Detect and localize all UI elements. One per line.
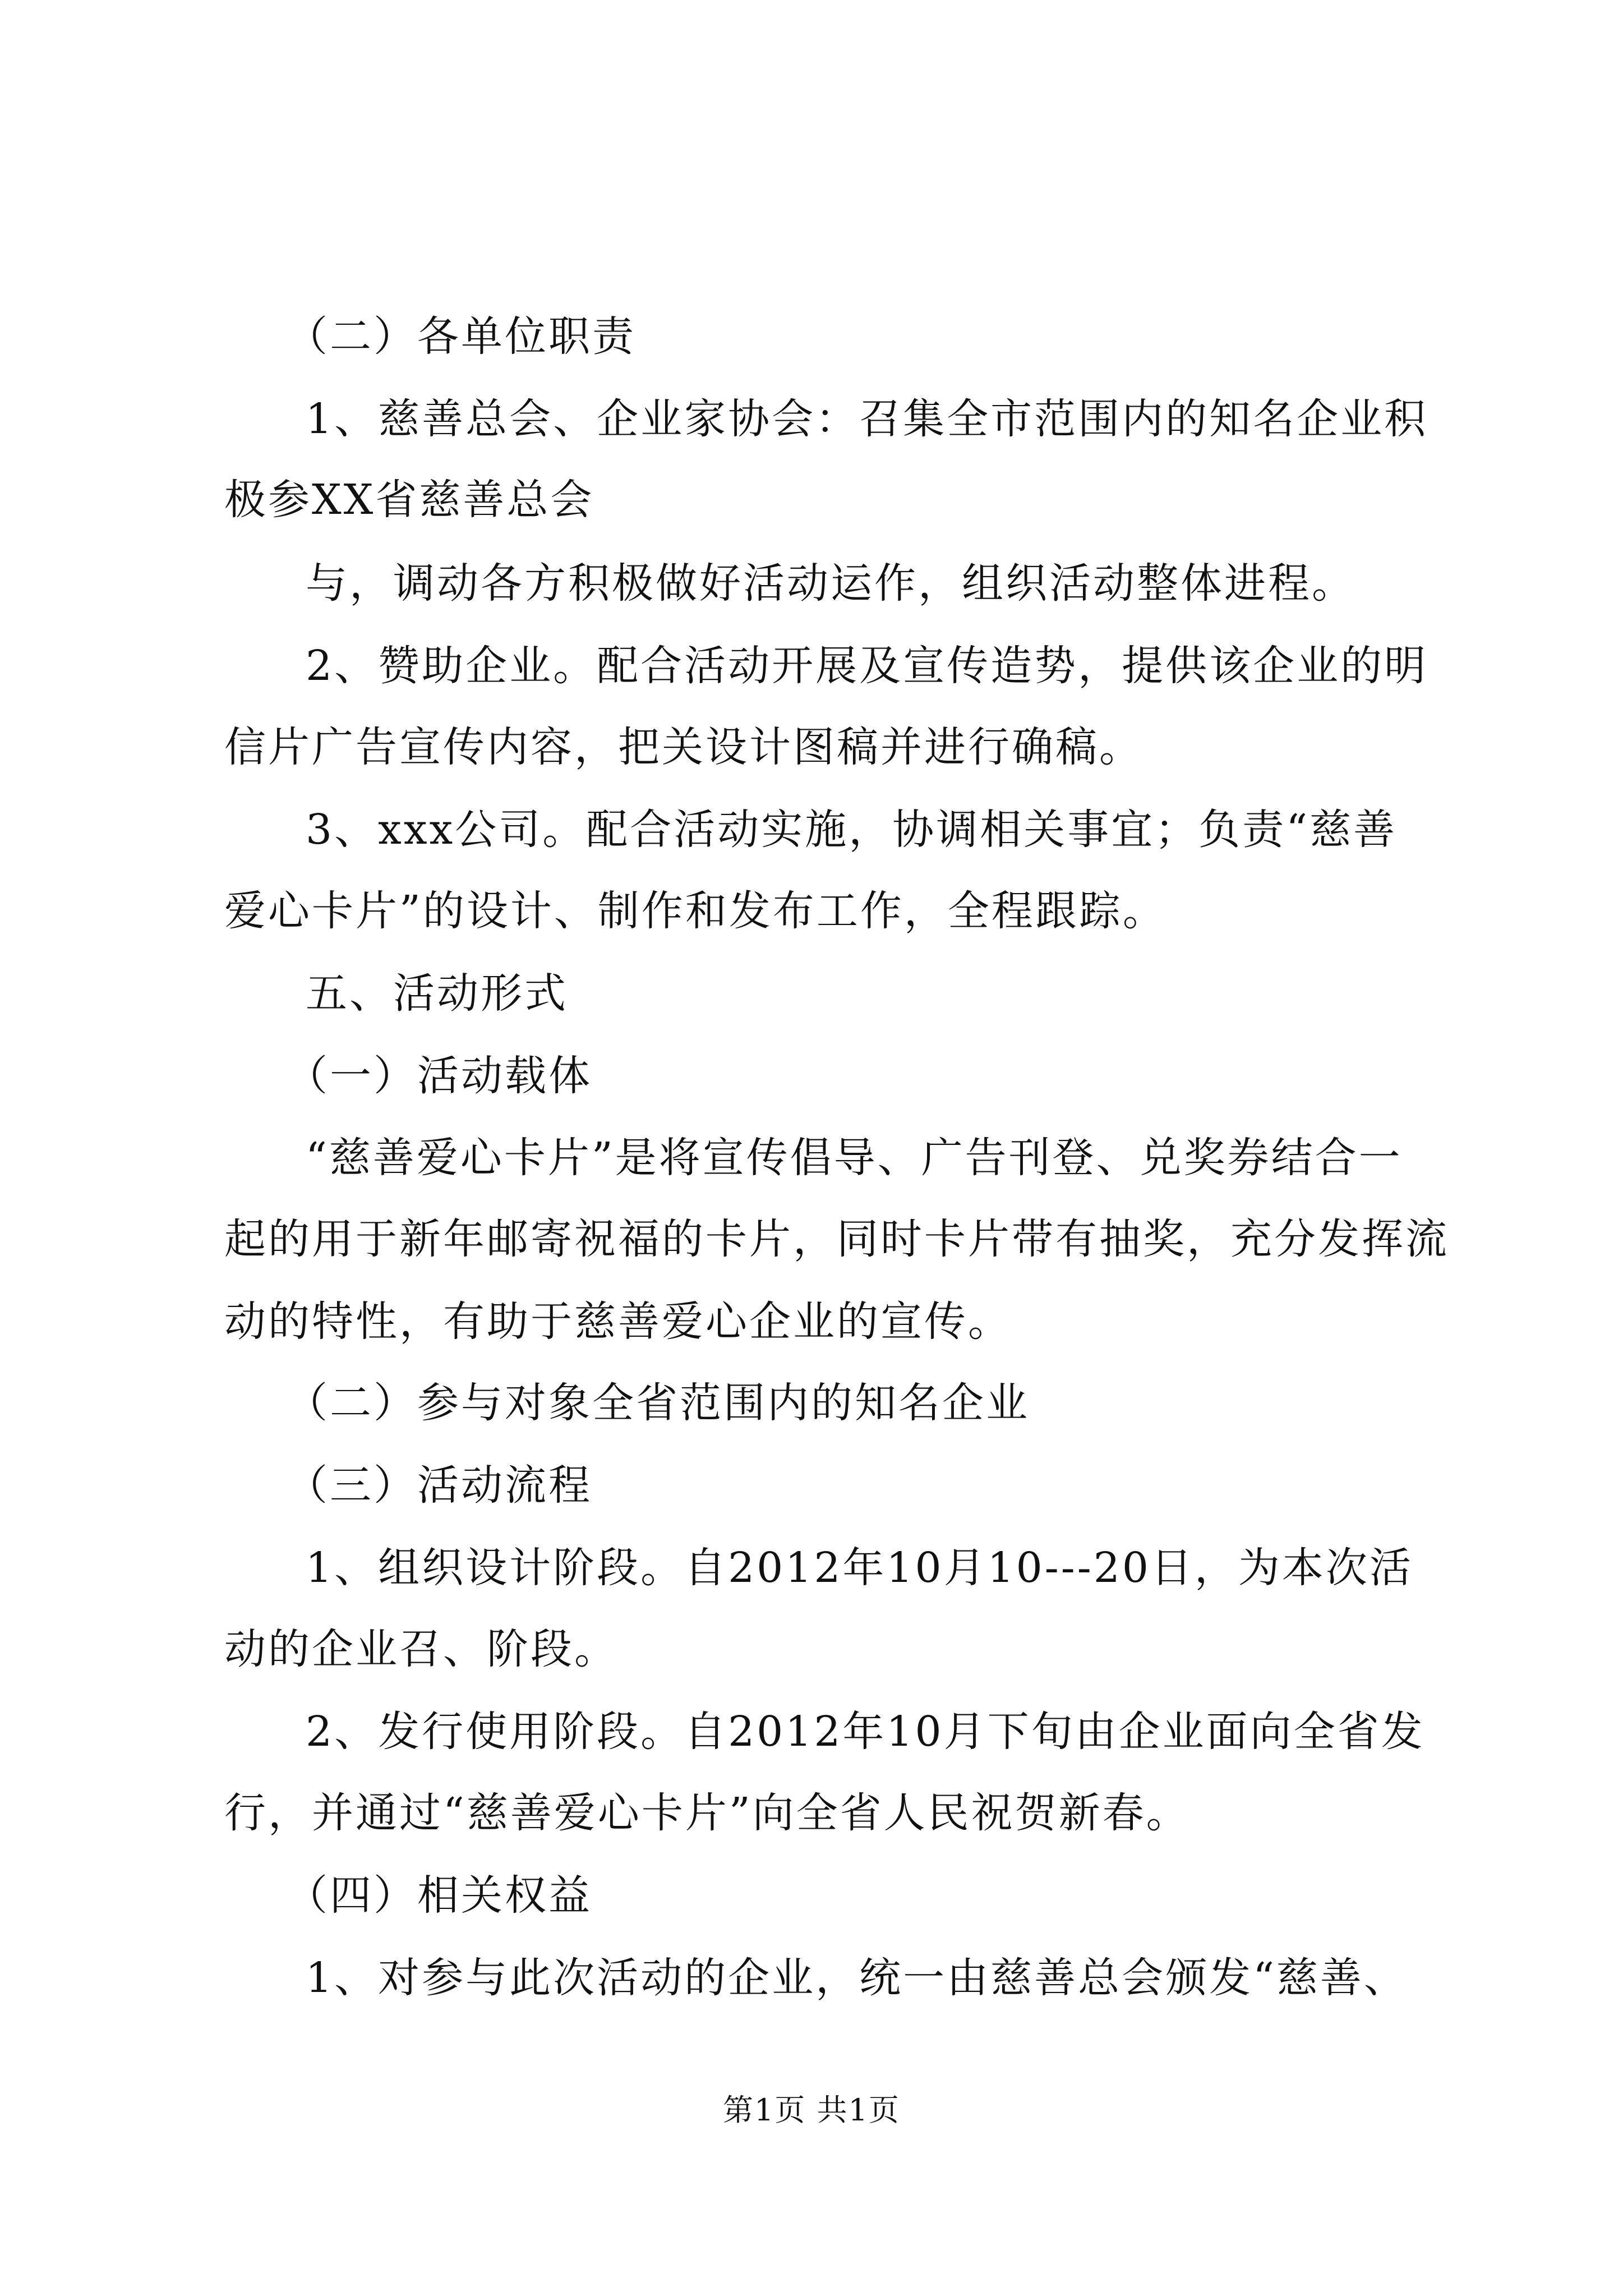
heading-activity-process: （三）活动流程 (286, 1461, 592, 1510)
heading-participants: （二）参与对象全省范围内的知名企业 (286, 1379, 1030, 1427)
paragraph-line: 1、对参与此次活动的企业，统一由慈善总会颁发“慈善、 (306, 1954, 1408, 2002)
paragraph-line: 起的用于新年邮寄祝福的卡片，同时卡片带有抽奖，充分发挥流 (224, 1215, 1449, 1263)
paragraph-line: “慈善爱心卡片”是将宣传倡导、广告刊登、兑奖券结合一 (306, 1134, 1403, 1182)
paragraph-line: 1、组织设计阶段。自2012年10月10---20日，为本次活 (306, 1544, 1413, 1592)
paragraph-line: 动的特性，有助于慈善爱心企业的宣传。 (224, 1297, 1012, 1346)
paragraph-line: 2、赞助企业。配合活动开展及宣传造势，提供该企业的明 (306, 642, 1428, 690)
paragraph-line: 信片广告宣传内容，把关设计图稿并进行确稿。 (224, 723, 1143, 771)
paragraph-line: 2、发行使用阶段。自2012年10月下旬由企业面向全省发 (306, 1708, 1425, 1756)
heading-unit-duties: （二）各单位职责 (286, 312, 636, 361)
paragraph-line: 爱心卡片”的设计、制作和发布工作，全程跟踪。 (224, 887, 1166, 935)
heading-activity-form: 五、活动形式 (306, 969, 568, 1018)
paragraph-line: 3、xxx公司。配合活动实施，协调相关事宜；负责“慈善 (306, 806, 1398, 854)
heading-activity-carrier: （一）活动载体 (286, 1052, 592, 1100)
page-number-footer: 第1页 共1页 (723, 2092, 900, 2128)
heading-related-rights: （四）相关权益 (286, 1871, 592, 1920)
paragraph-line: 极参XX省慈善总会 (224, 476, 594, 524)
paragraph-line: 动的企业召、阶段。 (224, 1625, 618, 1673)
paragraph-line: 与，调动各方积极做好活动运作，组织活动整体进程。 (306, 559, 1355, 608)
paragraph-line: 行，并通过“慈善爱心卡片”向全省人民祝贺新春。 (224, 1789, 1190, 1837)
paragraph-line: 1、慈善总会、企业家协会：召集全市范围内的知名企业积 (306, 395, 1428, 443)
